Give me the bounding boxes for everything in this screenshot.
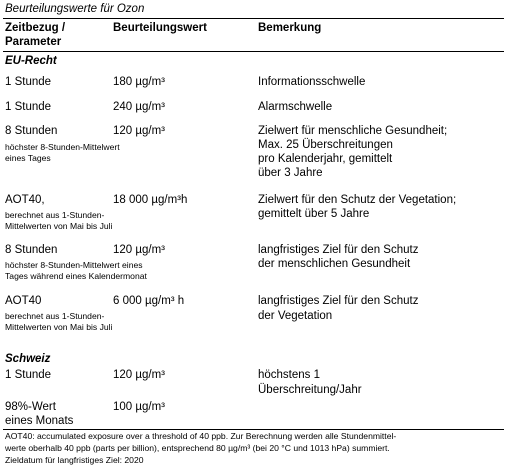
header-time-line2: Parameter [5, 36, 62, 48]
row-time: 8 Stunden [5, 125, 58, 137]
row-value: 18 000 µg/m³h [113, 194, 188, 206]
row-time: AOT40 [5, 295, 42, 307]
row-subnote: Mittelwerten von Mai bis Juli [5, 322, 113, 332]
row-time: AOT40, [5, 194, 45, 206]
row-value: 180 µg/m³ [113, 76, 166, 88]
row-remark: über 3 Jahre [258, 167, 323, 179]
row-remark: der menschlichen Gesundheit [258, 258, 411, 270]
row-remark: Überschreitung/Jahr [258, 384, 362, 396]
row-subnote: Mittelwerten von Mai bis Juli [5, 221, 113, 231]
row-time: 1 Stunde [5, 369, 52, 381]
header-rule [3, 51, 504, 52]
row-time: 98%-Wert [5, 401, 56, 413]
row-remark: der Vegetation [258, 310, 333, 322]
row-subnote: höchster 8-Stunden-Mittelwert eines [5, 260, 143, 270]
row-time-cont: eines Monats [5, 415, 74, 427]
row-time: 1 Stunde [5, 76, 52, 88]
row-value: 120 µg/m³ [113, 369, 166, 381]
row-value: 240 µg/m³ [113, 101, 166, 113]
row-subnote: berechnet aus 1-Stunden- [5, 210, 105, 220]
row-remark: gemittelt über 5 Jahre [258, 208, 370, 220]
row-remark: pro Kalenderjahr, gemittelt [258, 153, 393, 165]
row-remark: Alarmschwelle [258, 101, 333, 113]
row-remark: Zielwert für menschliche Gesundheit; [258, 125, 448, 137]
footnote-line: AOT40: accumulated exposure over a threshold of 40 ppb. Zur Berechnung werden alle Stundenmittel- [5, 431, 397, 441]
section-ch-heading: Schweiz [5, 353, 51, 365]
footnote-line: Zieldatum für langfristiges Ziel: 2020 [5, 455, 144, 465]
row-value: 100 µg/m³ [113, 401, 166, 413]
row-remark: Informationsschwelle [258, 76, 366, 88]
row-remark: langfristiges Ziel für den Schutz [258, 244, 419, 256]
row-remark: höchstens 1 [258, 369, 321, 381]
section-eu-heading: EU-Recht [5, 55, 57, 67]
table-title: Beurteilungswerte für Ozon [5, 3, 145, 15]
row-remark: Zielwert für den Schutz der Vegetation; [258, 194, 457, 206]
row-subnote: berechnet aus 1-Stunden- [5, 311, 105, 321]
row-value: 6 000 µg/m³ h [113, 295, 185, 307]
header-remark: Bemerkung [258, 22, 322, 34]
row-remark: langfristiges Ziel für den Schutz [258, 295, 419, 307]
row-value: 120 µg/m³ [113, 125, 166, 137]
header-time-line1: Zeitbezug / [5, 22, 66, 34]
row-remark: Max. 25 Überschreitungen [258, 139, 393, 151]
row-subnote: höchster 8-Stunden-Mittelwert [5, 142, 120, 152]
row-time: 8 Stunden [5, 244, 58, 256]
row-value: 120 µg/m³ [113, 244, 166, 256]
row-subnote: Tages während eines Kalendermonat [5, 271, 147, 281]
header-value: Beurteilungswert [113, 22, 207, 34]
footnote-rule [3, 429, 504, 430]
row-time: 1 Stunde [5, 101, 52, 113]
footnote-line: werte oberhalb 40 ppb (parts per billion), entsprechend 80 µg/m³ (bei 20 °C und 1013 hPa) summiert. [5, 443, 390, 453]
row-subnote: eines Tages [5, 153, 51, 163]
title-rule [3, 18, 504, 19]
